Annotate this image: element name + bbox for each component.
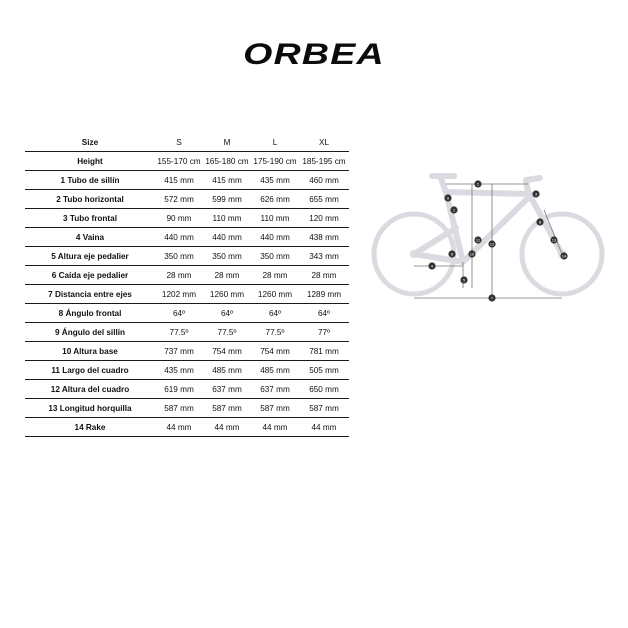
row-label: 3 Tubo frontal — [25, 209, 155, 228]
brand-logo: ORBEA — [243, 38, 385, 71]
row-label: 5 Altura eje pedalier — [25, 247, 155, 266]
marker-label: 6 — [450, 251, 454, 257]
row-label: 10 Altura base — [25, 342, 155, 361]
size-xl-header: XL — [299, 133, 349, 152]
row-value: 44 mm — [251, 418, 299, 437]
row-value: 28 mm — [155, 266, 203, 285]
row-value: 28 mm — [299, 266, 349, 285]
row-value: 572 mm — [155, 190, 203, 209]
table-header-row — [25, 133, 349, 152]
row-value: 77.5º — [155, 323, 203, 342]
size-s-header: S — [155, 133, 203, 152]
row-value: 440 mm — [203, 228, 251, 247]
row-value: 350 mm — [203, 247, 251, 266]
row-value: 587 mm — [155, 399, 203, 418]
marker-label: 3 — [534, 191, 538, 197]
row-value: 64º — [299, 304, 349, 323]
row-value: 64º — [203, 304, 251, 323]
table-row — [25, 171, 349, 190]
table-row — [25, 228, 349, 247]
row-label: 7 Distancia entre ejes — [25, 285, 155, 304]
row-value: 350 mm — [155, 247, 203, 266]
table-row — [25, 285, 349, 304]
marker-label: 14 — [561, 253, 567, 259]
row-value: 77º — [299, 323, 349, 342]
marker-label: 9 — [446, 195, 450, 201]
row-value: 1260 mm — [203, 285, 251, 304]
marker-label: 11 — [475, 237, 481, 243]
row-value: 435 mm — [251, 171, 299, 190]
row-value: 485 mm — [251, 361, 299, 380]
row-value: 155-170 cm — [155, 152, 203, 171]
row-value: 44 mm — [203, 418, 251, 437]
row-value: 754 mm — [203, 342, 251, 361]
row-value: 110 mm — [251, 209, 299, 228]
marker-label: 4 — [430, 263, 434, 269]
table-row — [25, 418, 349, 437]
row-label: 14 Rake — [25, 418, 155, 437]
row-label: 9 Ángulo del sillín — [25, 323, 155, 342]
row-value: 619 mm — [155, 380, 203, 399]
marker-label: 1 — [452, 207, 456, 213]
row-value: 587 mm — [203, 399, 251, 418]
row-label: 11 Largo del cuadro — [25, 361, 155, 380]
size-l-header: L — [251, 133, 299, 152]
row-value: 120 mm — [299, 209, 349, 228]
row-value: 485 mm — [203, 361, 251, 380]
row-label: 8 Ángulo frontal — [25, 304, 155, 323]
marker-label: 2 — [476, 181, 480, 187]
table-row — [25, 152, 349, 171]
table-row — [25, 361, 349, 380]
row-value: 781 mm — [299, 342, 349, 361]
row-value: 110 mm — [203, 209, 251, 228]
row-value: 650 mm — [299, 380, 349, 399]
marker-label: 7 — [490, 295, 494, 301]
table-row — [25, 209, 349, 228]
row-value: 44 mm — [155, 418, 203, 437]
row-value: 175-190 cm — [251, 152, 299, 171]
row-label: 1 Tubo de sillín — [25, 171, 155, 190]
row-label: 4 Vaina — [25, 228, 155, 247]
row-value: 185-195 cm — [299, 152, 349, 171]
table-row — [25, 323, 349, 342]
row-value: 165-180 cm — [203, 152, 251, 171]
row-value: 1202 mm — [155, 285, 203, 304]
row-value: 28 mm — [251, 266, 299, 285]
row-value: 44 mm — [299, 418, 349, 437]
table-row — [25, 399, 349, 418]
row-value: 655 mm — [299, 190, 349, 209]
row-value: 90 mm — [155, 209, 203, 228]
row-value: 28 mm — [203, 266, 251, 285]
marker-label: 12 — [489, 241, 495, 247]
row-value: 626 mm — [251, 190, 299, 209]
row-label: Height — [25, 152, 155, 171]
row-value: 737 mm — [155, 342, 203, 361]
row-value: 435 mm — [155, 361, 203, 380]
row-value: 440 mm — [155, 228, 203, 247]
marker-label: 13 — [551, 237, 557, 243]
row-value: 64º — [155, 304, 203, 323]
table-row — [25, 247, 349, 266]
row-value: 1289 mm — [299, 285, 349, 304]
row-label: 6 Caída eje pedalier — [25, 266, 155, 285]
table-row — [25, 380, 349, 399]
row-value: 415 mm — [155, 171, 203, 190]
row-value: 64º — [251, 304, 299, 323]
table-row — [25, 342, 349, 361]
row-value: 350 mm — [251, 247, 299, 266]
size-m-header: M — [203, 133, 251, 152]
geometry-table — [25, 133, 349, 437]
row-label: 12 Altura del cuadro — [25, 380, 155, 399]
row-value: 637 mm — [251, 380, 299, 399]
row-label: 2 Tubo horizontal — [25, 190, 155, 209]
bike-geometry-diagram — [368, 170, 608, 310]
marker-label: 5 — [462, 277, 466, 283]
row-value: 587 mm — [299, 399, 349, 418]
row-value: 587 mm — [251, 399, 299, 418]
row-value: 440 mm — [251, 228, 299, 247]
size-header: Size — [25, 133, 155, 152]
table-row — [25, 266, 349, 285]
row-value: 343 mm — [299, 247, 349, 266]
marker-label: 10 — [469, 251, 475, 257]
row-value: 77.5º — [203, 323, 251, 342]
row-value: 599 mm — [203, 190, 251, 209]
row-value: 460 mm — [299, 171, 349, 190]
row-value: 1260 mm — [251, 285, 299, 304]
row-value: 754 mm — [251, 342, 299, 361]
row-value: 77.5º — [251, 323, 299, 342]
row-value: 637 mm — [203, 380, 251, 399]
row-value: 415 mm — [203, 171, 251, 190]
table-row — [25, 304, 349, 323]
row-value: 438 mm — [299, 228, 349, 247]
row-value: 505 mm — [299, 361, 349, 380]
marker-label: 8 — [538, 219, 542, 225]
row-label: 13 Longitud horquilla — [25, 399, 155, 418]
table-row — [25, 190, 349, 209]
